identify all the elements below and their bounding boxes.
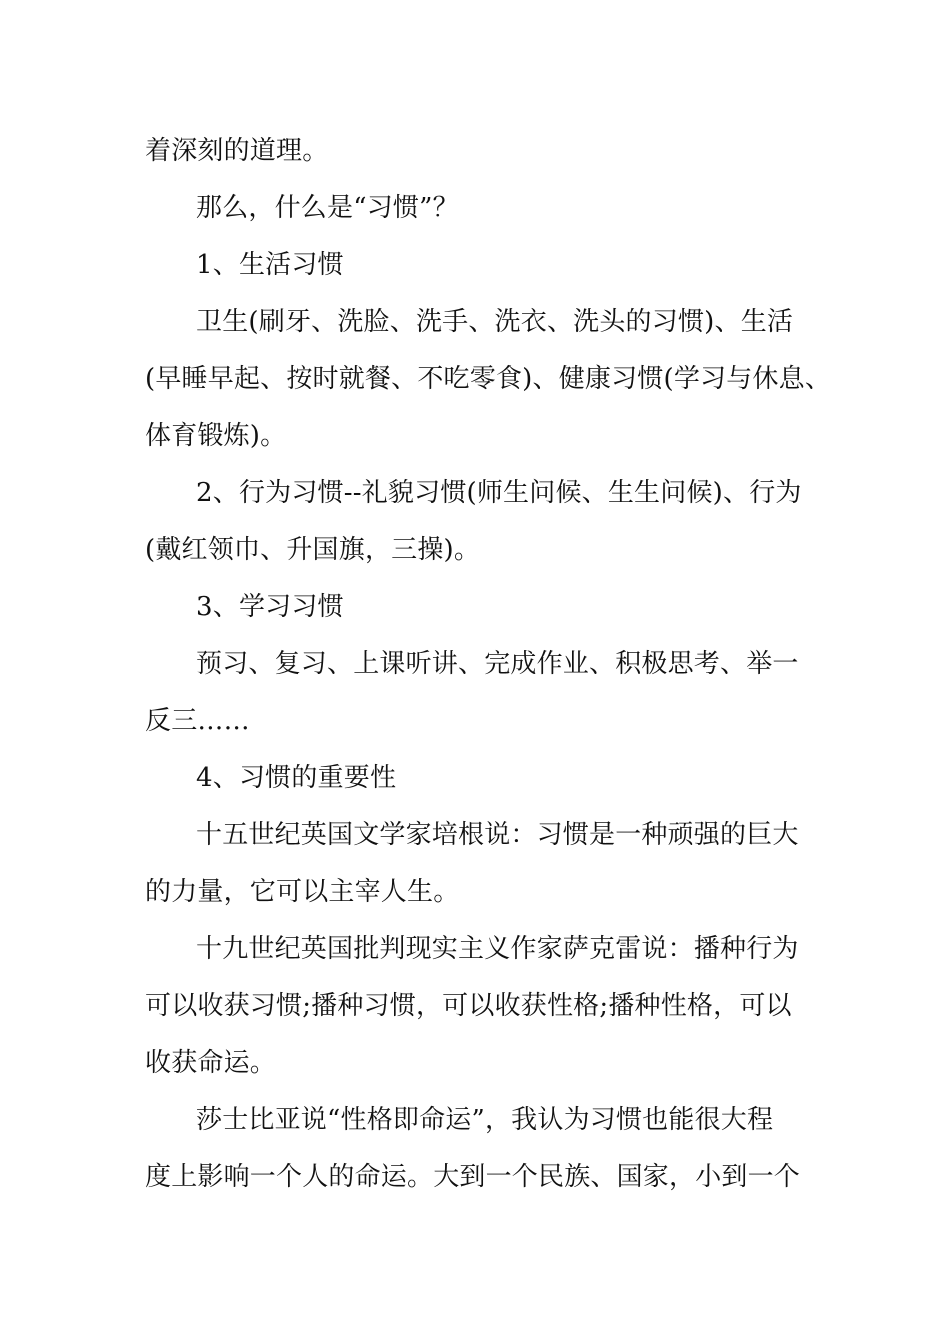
text-line: 那么，什么是“习惯”？ xyxy=(196,193,459,223)
text-line: 收获命运。 xyxy=(145,1048,277,1078)
text-line: 预习、复习、上课听讲、完成作业、积极思考、举一 xyxy=(196,649,799,679)
text-line: 十五世纪英国文学家培根说：习惯是一种顽强的巨大 xyxy=(196,820,799,850)
text-line: 体育锻炼)。 xyxy=(145,421,287,451)
text-line: 可以收获习惯;播种习惯，可以收获性格;播种性格，可以 xyxy=(145,991,792,1021)
text-line: 的力量，它可以主宰人生。 xyxy=(145,877,460,907)
text-line: 着深刻的道理。 xyxy=(145,136,329,166)
section-heading: 4、习惯的重要性 xyxy=(196,763,397,793)
text-line: 卫生(刷牙、洗脸、洗手、洗衣、洗头的习惯)、生活 xyxy=(196,307,794,337)
text-line: 莎士比亚说“性格即命运”，我认为习惯也能很大程 xyxy=(196,1105,774,1135)
text-line: (戴红领巾、升国旗，三操)。 xyxy=(145,535,481,565)
section-heading: 3、学习习惯 xyxy=(196,592,344,622)
text-line: 十九世纪英国批判现实主义作家萨克雷说：播种行为 xyxy=(196,934,799,964)
text-line: 2、行为习惯--礼貌习惯(师生问候、生生问候)、行为 xyxy=(196,478,802,508)
text-line: 反三…… xyxy=(145,706,250,736)
text-line: (早睡早起、按时就餐、不吃零食)、健康习惯(学习与休息、 xyxy=(145,364,832,394)
text-line: 度上影响一个人的命运。大到一个民族、国家，小到一个 xyxy=(145,1162,801,1192)
section-heading: 1、生活习惯 xyxy=(196,250,344,280)
